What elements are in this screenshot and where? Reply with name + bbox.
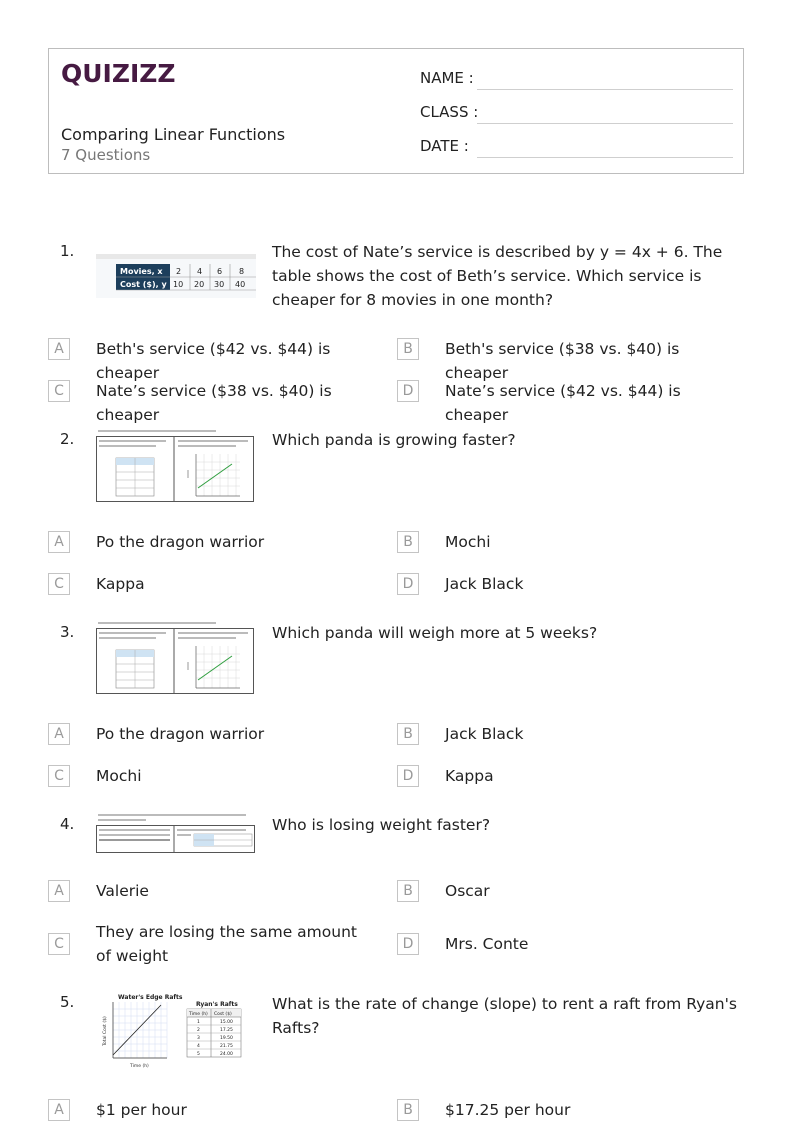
- option-a-box[interactable]: A: [48, 338, 70, 360]
- class-label: CLASS :: [420, 103, 479, 121]
- option-a-box[interactable]: A: [48, 880, 70, 902]
- option-c-text: Mochi: [96, 767, 142, 785]
- question-3-panda-image: [96, 620, 254, 694]
- option-b-box[interactable]: B: [397, 531, 419, 553]
- option-d-box[interactable]: D: [397, 573, 419, 595]
- option-a-text: Po the dragon warrior: [96, 533, 265, 551]
- question-number: 5.: [60, 993, 75, 1011]
- table-header: Time (h): [189, 1012, 208, 1017]
- date-label: DATE :: [420, 137, 469, 155]
- table-cell: 8: [239, 267, 245, 276]
- option-b-box[interactable]: B: [397, 1099, 419, 1121]
- table-cell: 1: [197, 1020, 200, 1025]
- option-d-text: Nate’s service ($42 vs. $44) is cheaper: [445, 382, 681, 424]
- table-cell: 24.00: [220, 1052, 233, 1057]
- option-c-box[interactable]: C: [48, 765, 70, 787]
- table-cell: 2: [197, 1028, 200, 1033]
- table-cell: 3: [197, 1036, 200, 1041]
- option-a-box[interactable]: A: [48, 531, 70, 553]
- option-c-box[interactable]: C: [48, 933, 70, 955]
- option-d-text: Jack Black: [445, 575, 524, 593]
- question-text: What is the rate of change (slope) to rent a raft from Ryan's Rafts?: [272, 995, 737, 1037]
- option-b-box[interactable]: B: [397, 723, 419, 745]
- chart-x-label: Time (h): [130, 1064, 149, 1069]
- worksheet-title: Comparing Linear Functions: [61, 125, 286, 144]
- question-text: Which panda is growing faster?: [272, 431, 516, 449]
- chart-y-label: Total Cost ($): [103, 1016, 108, 1046]
- table-cell: 2: [176, 267, 182, 276]
- question-2-panda-image: [96, 428, 254, 502]
- option-a-text: Po the dragon warrior: [96, 725, 265, 743]
- option-c-text: They are losing the same amount of weight: [96, 923, 357, 965]
- quizizz-logo: QUIZIZZ: [61, 59, 176, 88]
- option-d-text: Kappa: [445, 767, 494, 785]
- table-cell: 6: [217, 267, 223, 276]
- table-cell: 19.50: [220, 1036, 233, 1041]
- table-header: Cost ($): [214, 1012, 232, 1017]
- option-b-text: Jack Black: [445, 725, 524, 743]
- date-field-line: [477, 157, 733, 158]
- question-5-rafts-image: [96, 991, 246, 1071]
- option-b-text: Oscar: [445, 882, 490, 900]
- option-b-text: Mochi: [445, 533, 491, 551]
- option-a-text: Beth's service ($42 vs. $44) is cheaper: [96, 340, 331, 382]
- option-a-box[interactable]: A: [48, 723, 70, 745]
- question-number: 3.: [60, 623, 75, 641]
- option-a-box[interactable]: A: [48, 1099, 70, 1121]
- table-cell: 4: [197, 267, 203, 276]
- table-cell: 5: [197, 1052, 200, 1057]
- table-cell: 21.75: [220, 1044, 233, 1049]
- table-cell: 30: [214, 280, 225, 289]
- question-text: Which panda will weigh more at 5 weeks?: [272, 624, 598, 642]
- question-4-weight-image: [96, 812, 256, 854]
- option-d-box[interactable]: D: [397, 380, 419, 402]
- option-a-text: $1 per hour: [96, 1101, 187, 1119]
- table-cell: 4: [197, 1044, 200, 1049]
- question-count: 7 Questions: [61, 146, 151, 164]
- table-cell: 40: [235, 280, 246, 289]
- question-number: 1.: [60, 242, 75, 260]
- table-row1-label: Movies, x: [120, 267, 163, 276]
- table-row2-label: Cost ($), y: [120, 280, 167, 289]
- question-number: 2.: [60, 430, 75, 448]
- option-b-text: $17.25 per hour: [445, 1101, 571, 1119]
- option-d-text: Mrs. Conte: [445, 935, 529, 953]
- table-cell: 10: [173, 280, 184, 289]
- option-b-box[interactable]: B: [397, 880, 419, 902]
- option-c-box[interactable]: C: [48, 380, 70, 402]
- option-a-text: Valerie: [96, 882, 149, 900]
- option-c-box[interactable]: C: [48, 573, 70, 595]
- option-d-box[interactable]: D: [397, 933, 419, 955]
- class-field-line: [477, 123, 733, 124]
- question-text: The cost of Nate’s service is described by y = 4x + 6. The table shows the cost of Beth’s service. Which service is cheaper for 8 movies in one month?: [272, 243, 723, 309]
- option-b-text: Beth's service ($38 vs. $40) is cheaper: [445, 340, 680, 382]
- option-c-text: Kappa: [96, 575, 145, 593]
- question-number: 4.: [60, 815, 75, 833]
- option-b-box[interactable]: B: [397, 338, 419, 360]
- table-cell: 17.25: [220, 1028, 233, 1033]
- table-cell: 15.00: [220, 1020, 233, 1025]
- table-title: Ryan's Rafts: [196, 1001, 238, 1008]
- option-c-text: Nate’s service ($38 vs. $40) is cheaper: [96, 382, 332, 424]
- table-cell: 20: [194, 280, 205, 289]
- question-text: Who is losing weight faster?: [272, 816, 491, 834]
- name-label: NAME :: [420, 69, 474, 87]
- name-field-line: [477, 89, 733, 90]
- question-1-table-image: [96, 254, 256, 298]
- chart-title: Water's Edge Rafts: [118, 994, 183, 1001]
- worksheet-header: [48, 48, 744, 174]
- option-d-box[interactable]: D: [397, 765, 419, 787]
